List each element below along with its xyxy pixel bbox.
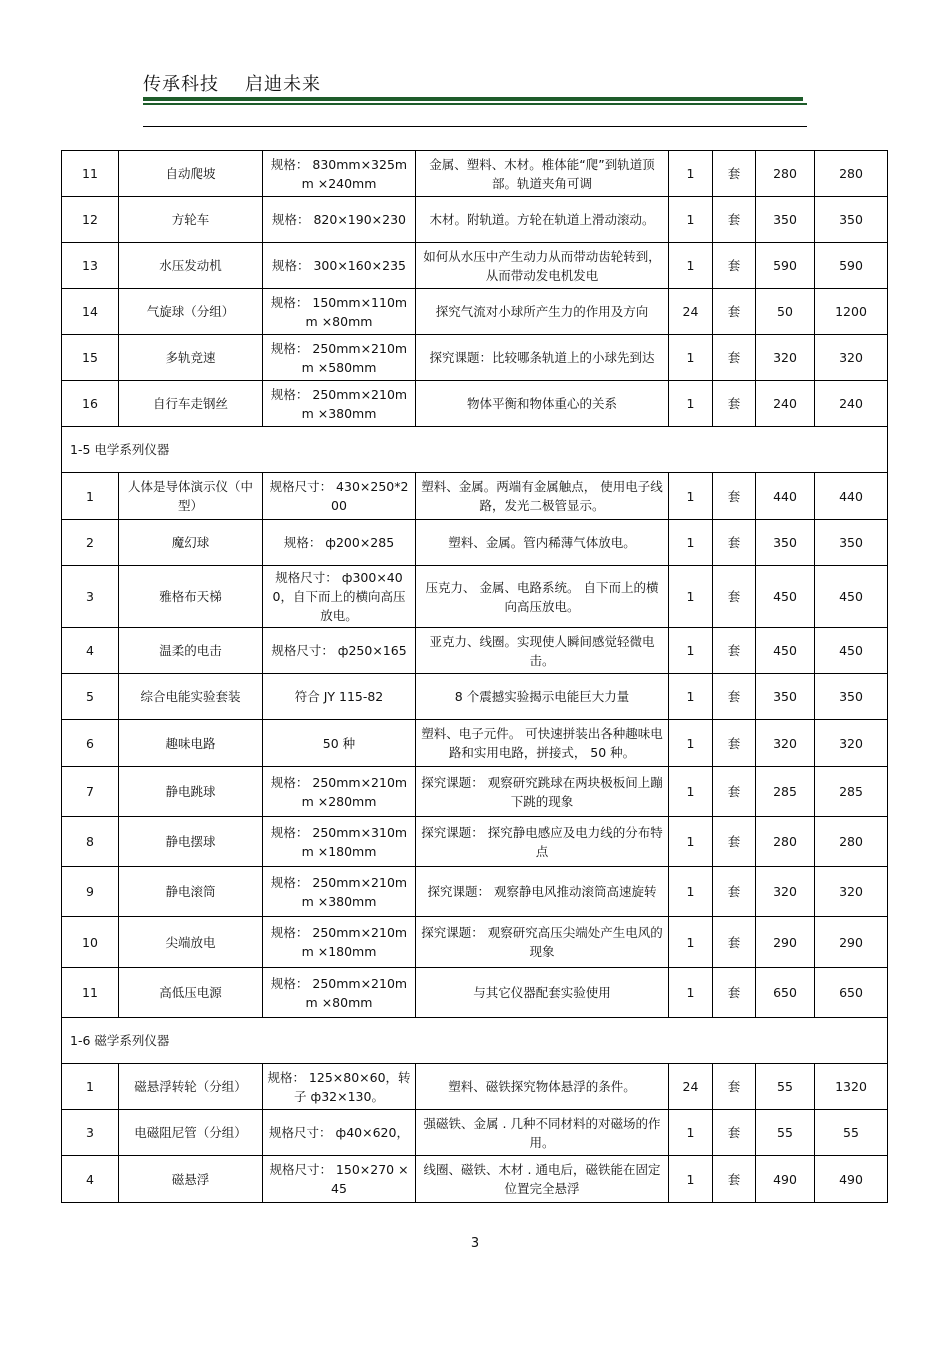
item-quantity: 1 — [669, 243, 713, 289]
total-price: 490 — [815, 1156, 888, 1203]
item-description: 塑料、金属。管内稀薄气体放电。 — [416, 520, 669, 566]
item-spec: 规格尺寸： ф300×400，自下而上的横向高压放电。 — [263, 566, 416, 628]
item-name: 自动爬坡 — [119, 151, 263, 197]
item-quantity: 1 — [669, 197, 713, 243]
row-number: 2 — [62, 520, 119, 566]
table-row — [62, 243, 888, 289]
item-spec: 规格尺寸： ф40×620， — [263, 1110, 416, 1156]
item-unit: 套 — [713, 628, 756, 674]
item-description: 塑料、电子元件。 可快速拼装出各种趣味电路和实用电路，拼接式， 50 种。 — [416, 720, 669, 767]
row-number: 8 — [62, 817, 119, 867]
item-name: 水压发动机 — [119, 243, 263, 289]
item-name: 尖端放电 — [119, 917, 263, 968]
item-quantity: 1 — [669, 674, 713, 720]
item-quantity: 1 — [669, 566, 713, 628]
item-description: 塑料、磁铁探究物体悬浮的条件。 — [416, 1064, 669, 1110]
unit-price: 650 — [756, 968, 815, 1018]
item-description: 物体平衡和物体重心的关系 — [416, 381, 669, 427]
unit-price: 55 — [756, 1110, 815, 1156]
item-unit: 套 — [713, 1156, 756, 1203]
unit-price: 350 — [756, 674, 815, 720]
item-unit: 套 — [713, 520, 756, 566]
equipment-table — [61, 150, 888, 1203]
header-rule-thick — [143, 97, 803, 101]
header-rule-thin — [143, 103, 807, 105]
table-row — [62, 674, 888, 720]
table-row — [62, 1110, 888, 1156]
item-unit: 套 — [713, 566, 756, 628]
item-description: 与其它仪器配套实验使用 — [416, 968, 669, 1018]
total-price: 590 — [815, 243, 888, 289]
row-number: 1 — [62, 1064, 119, 1110]
item-name: 综合电能实验套装 — [119, 674, 263, 720]
unit-price: 590 — [756, 243, 815, 289]
total-price: 285 — [815, 767, 888, 817]
unit-price: 350 — [756, 197, 815, 243]
item-spec: 规格： 250mm×210mm ×580mm — [263, 335, 416, 381]
brand-left: 传承科技 — [143, 74, 219, 95]
item-name: 气旋球（分组） — [119, 289, 263, 335]
row-number: 11 — [62, 968, 119, 1018]
item-spec: 规格： 250mm×210mm ×80mm — [263, 968, 416, 1018]
total-price: 440 — [815, 473, 888, 520]
row-number: 5 — [62, 674, 119, 720]
item-description: 木材。附轨道。方轮在轨道上滑动滚动。 — [416, 197, 669, 243]
item-quantity: 1 — [669, 817, 713, 867]
item-quantity: 24 — [669, 1064, 713, 1110]
item-description: 探究气流对小球所产生力的作用及方向 — [416, 289, 669, 335]
item-quantity: 1 — [669, 1156, 713, 1203]
table-row — [62, 566, 888, 628]
item-unit: 套 — [713, 335, 756, 381]
item-spec: 规格： 250mm×310mm ×180mm — [263, 817, 416, 867]
item-description: 金属、塑料、木材。椎体能“爬”到轨道顶部。轨道夹角可调 — [416, 151, 669, 197]
item-spec: 规格尺寸： 430×250*200 — [263, 473, 416, 520]
item-description: 塑料、金属。两端有金属触点， 使用电子线路，发光二极管显示。 — [416, 473, 669, 520]
unit-price: 440 — [756, 473, 815, 520]
item-unit: 套 — [713, 867, 756, 917]
item-unit: 套 — [713, 917, 756, 968]
table-row — [62, 1064, 888, 1110]
unit-price: 290 — [756, 917, 815, 968]
unit-price: 320 — [756, 335, 815, 381]
table-row — [62, 817, 888, 867]
item-description: 探究课题： 观察静电风推动滚筒高速旋转 — [416, 867, 669, 917]
row-number: 11 — [62, 151, 119, 197]
unit-price: 450 — [756, 566, 815, 628]
item-quantity: 1 — [669, 867, 713, 917]
table-row — [62, 289, 888, 335]
table-row — [62, 720, 888, 767]
row-number: 7 — [62, 767, 119, 817]
row-number: 9 — [62, 867, 119, 917]
item-name: 温柔的电击 — [119, 628, 263, 674]
item-description: 探究课题： 探究静电感应及电力线的分布特点 — [416, 817, 669, 867]
table-row — [62, 917, 888, 968]
item-name: 自行车走钢丝 — [119, 381, 263, 427]
total-price: 320 — [815, 867, 888, 917]
item-description: 8 个震撼实验揭示电能巨大力量 — [416, 674, 669, 720]
total-price: 350 — [815, 520, 888, 566]
item-name: 人体是导体演示仪（中型） — [119, 473, 263, 520]
total-price: 450 — [815, 566, 888, 628]
unit-price: 280 — [756, 151, 815, 197]
item-spec: 符合 JY 115-82 — [263, 674, 416, 720]
item-spec: 规格尺寸： ф250×165 — [263, 628, 416, 674]
table-row — [62, 767, 888, 817]
table-row — [62, 1156, 888, 1203]
item-unit: 套 — [713, 1064, 756, 1110]
item-spec: 规格尺寸： 150×270 ×45 — [263, 1156, 416, 1203]
item-unit: 套 — [713, 289, 756, 335]
item-name: 电磁阻尼管（分组） — [119, 1110, 263, 1156]
item-spec: 规格： 830mm×325mm ×240mm — [263, 151, 416, 197]
row-number: 15 — [62, 335, 119, 381]
item-quantity: 1 — [669, 473, 713, 520]
item-unit: 套 — [713, 197, 756, 243]
total-price: 350 — [815, 197, 888, 243]
row-number: 3 — [62, 1110, 119, 1156]
table-row — [62, 867, 888, 917]
table-row — [62, 335, 888, 381]
item-unit: 套 — [713, 817, 756, 867]
item-quantity: 1 — [669, 968, 713, 1018]
item-quantity: 1 — [669, 151, 713, 197]
page-number: 3 — [470, 1236, 480, 1251]
item-unit: 套 — [713, 674, 756, 720]
unit-price: 55 — [756, 1064, 815, 1110]
item-spec: 50 种 — [263, 720, 416, 767]
section-title: 1-6 磁学系列仪器 — [62, 1018, 888, 1064]
item-name: 磁悬浮转轮（分组） — [119, 1064, 263, 1110]
item-name: 静电摆球 — [119, 817, 263, 867]
unit-price: 490 — [756, 1156, 815, 1203]
section-row — [62, 427, 888, 473]
item-spec: 规格： 250mm×210mm ×280mm — [263, 767, 416, 817]
item-name: 磁悬浮 — [119, 1156, 263, 1203]
item-spec: 规格： 250mm×210mm ×180mm — [263, 917, 416, 968]
total-price: 280 — [815, 817, 888, 867]
row-number: 4 — [62, 1156, 119, 1203]
table-row — [62, 151, 888, 197]
table-row — [62, 197, 888, 243]
item-spec: 规格： 250mm×210mm ×380mm — [263, 381, 416, 427]
brand-right: 启迪未来 — [245, 74, 321, 95]
total-price: 1320 — [815, 1064, 888, 1110]
item-quantity: 1 — [669, 520, 713, 566]
header-rule-black — [143, 126, 807, 127]
table-row — [62, 520, 888, 566]
item-name: 静电滚筒 — [119, 867, 263, 917]
table-row — [62, 968, 888, 1018]
unit-price: 320 — [756, 720, 815, 767]
item-spec: 规格： 300×160×235 — [263, 243, 416, 289]
item-unit: 套 — [713, 151, 756, 197]
table-row — [62, 381, 888, 427]
section-row — [62, 1018, 888, 1064]
item-spec: 规格： 150mm×110mm ×80mm — [263, 289, 416, 335]
item-quantity: 1 — [669, 628, 713, 674]
total-price: 280 — [815, 151, 888, 197]
item-spec: 规格： ф200×285 — [263, 520, 416, 566]
item-name: 趣味电路 — [119, 720, 263, 767]
item-quantity: 1 — [669, 1110, 713, 1156]
item-quantity: 1 — [669, 335, 713, 381]
item-description: 探究课题： 观察研究跳球在两块极板间上蹦下跳的现象 — [416, 767, 669, 817]
total-price: 320 — [815, 335, 888, 381]
item-quantity: 1 — [669, 381, 713, 427]
item-description: 如何从水压中产生动力从而带动齿轮转到，从而带动发电机发电 — [416, 243, 669, 289]
item-quantity: 1 — [669, 917, 713, 968]
row-number: 4 — [62, 628, 119, 674]
item-description: 强磁铁、金属 . 几种不同材料的对磁场的作用。 — [416, 1110, 669, 1156]
item-name: 魔幻球 — [119, 520, 263, 566]
row-number: 6 — [62, 720, 119, 767]
row-number: 3 — [62, 566, 119, 628]
total-price: 350 — [815, 674, 888, 720]
unit-price: 240 — [756, 381, 815, 427]
item-description: 亚克力、线圈。实现使人瞬间感觉轻微电击。 — [416, 628, 669, 674]
item-description: 探究课题：比较哪条轨道上的小球先到达 — [416, 335, 669, 381]
item-name: 高低压电源 — [119, 968, 263, 1018]
header-title — [143, 70, 321, 96]
total-price: 55 — [815, 1110, 888, 1156]
unit-price: 450 — [756, 628, 815, 674]
item-quantity: 1 — [669, 767, 713, 817]
unit-price: 280 — [756, 817, 815, 867]
total-price: 650 — [815, 968, 888, 1018]
row-number: 13 — [62, 243, 119, 289]
table-row — [62, 628, 888, 674]
total-price: 450 — [815, 628, 888, 674]
item-unit: 套 — [713, 968, 756, 1018]
row-number: 12 — [62, 197, 119, 243]
item-name: 雅格布天梯 — [119, 566, 263, 628]
item-unit: 套 — [713, 767, 756, 817]
item-description: 探究课题： 观察研究高压尖端处产生电风的现象 — [416, 917, 669, 968]
item-quantity: 1 — [669, 720, 713, 767]
item-description: 压克力、 金属、电路系统。 自下而上的横向高压放电。 — [416, 566, 669, 628]
total-price: 320 — [815, 720, 888, 767]
row-number: 1 — [62, 473, 119, 520]
item-name: 多轨竞速 — [119, 335, 263, 381]
item-name: 静电跳球 — [119, 767, 263, 817]
row-number: 10 — [62, 917, 119, 968]
item-quantity: 24 — [669, 289, 713, 335]
item-unit: 套 — [713, 243, 756, 289]
section-title: 1-5 电学系列仪器 — [62, 427, 888, 473]
item-spec: 规格： 820×190×230 — [263, 197, 416, 243]
item-unit: 套 — [713, 473, 756, 520]
item-description: 线圈、磁铁、木材 . 通电后，磁铁能在固定位置完全悬浮 — [416, 1156, 669, 1203]
item-spec: 规格： 125×80×60，转子 ф32×130。 — [263, 1064, 416, 1110]
table-row — [62, 473, 888, 520]
item-name: 方轮车 — [119, 197, 263, 243]
row-number: 14 — [62, 289, 119, 335]
unit-price: 350 — [756, 520, 815, 566]
row-number: 16 — [62, 381, 119, 427]
unit-price: 320 — [756, 867, 815, 917]
item-spec: 规格： 250mm×210mm ×380mm — [263, 867, 416, 917]
unit-price: 285 — [756, 767, 815, 817]
item-unit: 套 — [713, 720, 756, 767]
item-unit: 套 — [713, 1110, 756, 1156]
item-unit: 套 — [713, 381, 756, 427]
total-price: 290 — [815, 917, 888, 968]
total-price: 1200 — [815, 289, 888, 335]
unit-price: 50 — [756, 289, 815, 335]
total-price: 240 — [815, 381, 888, 427]
